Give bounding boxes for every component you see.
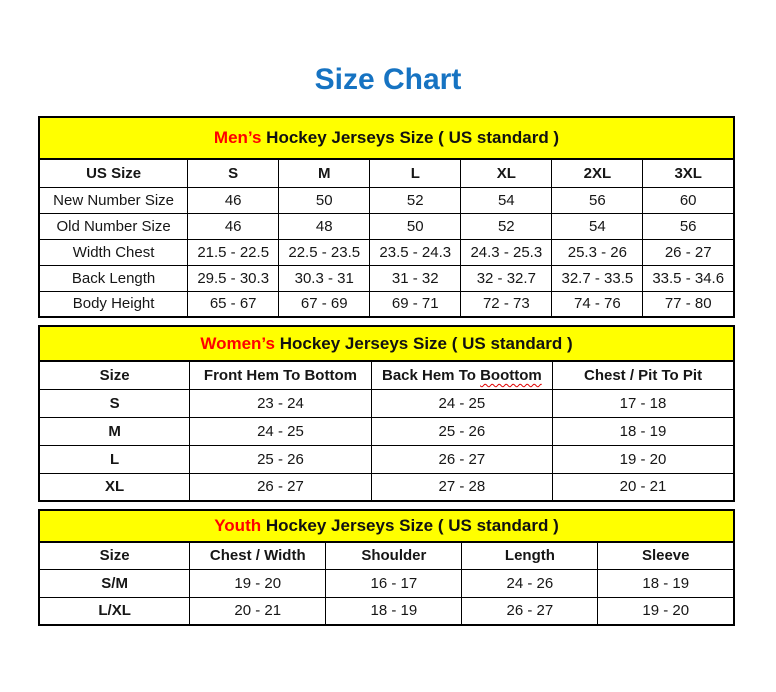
size-value-cell: 20 - 21 — [190, 597, 326, 625]
mens-title-highlight: Men’s — [213, 128, 262, 147]
table-row — [39, 597, 734, 625]
size-value-cell: 46 — [188, 187, 279, 213]
womens-size-table — [38, 360, 735, 502]
size-value-cell: 77 - 80 — [643, 291, 734, 317]
mens-size-table — [38, 158, 735, 318]
column-header: L — [370, 159, 461, 187]
column-header: Shoulder — [326, 542, 462, 569]
size-value-cell: 25 - 26 — [190, 445, 371, 473]
header-row — [39, 159, 734, 187]
column-header: Size — [39, 542, 190, 569]
row-label: L — [39, 445, 190, 473]
header-row — [39, 542, 734, 569]
size-value-cell: 65 - 67 — [188, 291, 279, 317]
size-value-cell: 24.3 - 25.3 — [461, 239, 552, 265]
row-label: L/XL — [39, 597, 190, 625]
size-value-cell: 21.5 - 22.5 — [188, 239, 279, 265]
size-value-cell: 50 — [370, 213, 461, 239]
row-label: XL — [39, 473, 190, 501]
table-row — [39, 187, 734, 213]
size-value-cell: 26 - 27 — [643, 239, 734, 265]
mens-section-header-band — [38, 116, 735, 158]
table-row — [39, 213, 734, 239]
size-value-cell: 24 - 25 — [371, 389, 552, 417]
size-value-cell: 29.5 - 30.3 — [188, 265, 279, 291]
size-value-cell: 17 - 18 — [553, 389, 734, 417]
size-value-cell: 22.5 - 23.5 — [279, 239, 370, 265]
size-value-cell: 23.5 - 24.3 — [370, 239, 461, 265]
table-row — [39, 291, 734, 317]
size-value-cell: 25 - 26 — [371, 417, 552, 445]
column-header: 3XL — [643, 159, 734, 187]
youth-section-title — [214, 516, 559, 536]
column-header: S — [188, 159, 279, 187]
table-row — [39, 417, 734, 445]
row-label: Old Number Size — [39, 213, 188, 239]
size-value-cell: 72 - 73 — [461, 291, 552, 317]
row-label: Back Length — [39, 265, 188, 291]
womens-title-rest: Hockey Jerseys Size ( US standard ) — [274, 333, 573, 353]
size-value-cell: 50 — [279, 187, 370, 213]
column-header: Length — [462, 542, 598, 569]
column-header: Chest / Pit To Pit — [553, 361, 734, 389]
table-row — [39, 445, 734, 473]
table-row — [39, 265, 734, 291]
size-value-cell: 26 - 27 — [462, 597, 598, 625]
row-label: S/M — [39, 569, 190, 597]
misspelled-word: Boottom — [480, 366, 542, 384]
size-value-cell: 20 - 21 — [553, 473, 734, 501]
youth-size-section — [38, 509, 735, 626]
size-value-cell: 69 - 71 — [370, 291, 461, 317]
size-value-cell: 52 — [370, 187, 461, 213]
size-value-cell: 24 - 25 — [190, 417, 371, 445]
youth-size-table — [38, 541, 735, 626]
column-header: Chest / Width — [190, 542, 326, 569]
row-label: New Number Size — [39, 187, 188, 213]
row-label: M — [39, 417, 190, 445]
size-value-cell: 46 — [188, 213, 279, 239]
page-title: Size Chart — [314, 63, 462, 96]
size-value-cell: 27 - 28 — [371, 473, 552, 501]
size-value-cell: 32 - 32.7 — [461, 265, 552, 291]
size-value-cell: 26 - 27 — [371, 445, 552, 473]
size-value-cell: 26 - 27 — [190, 473, 371, 501]
womens-title-highlight: Women’s — [200, 333, 275, 353]
size-value-cell: 25.3 - 26 — [552, 239, 643, 265]
size-value-cell: 74 - 76 — [552, 291, 643, 317]
size-value-cell: 54 — [552, 213, 643, 239]
row-label: Width Chest — [39, 239, 188, 265]
column-header: Sleeve — [598, 542, 734, 569]
youth-title-rest: Hockey Jerseys Size ( US standard ) — [261, 516, 559, 535]
size-value-cell: 32.7 - 33.5 — [552, 265, 643, 291]
table-row — [39, 389, 734, 417]
womens-size-section — [38, 325, 735, 502]
womens-section-header-band — [38, 325, 735, 360]
table-row — [39, 569, 734, 597]
column-header: XL — [461, 159, 552, 187]
size-value-cell: 60 — [643, 187, 734, 213]
column-header: Size — [39, 361, 190, 389]
size-value-cell: 30.3 - 31 — [279, 265, 370, 291]
column-header: M — [279, 159, 370, 187]
row-label: S — [39, 389, 190, 417]
youth-title-highlight: Youth — [214, 516, 262, 535]
size-value-cell: 31 - 32 — [370, 265, 461, 291]
column-header: 2XL — [552, 159, 643, 187]
size-value-cell: 19 - 20 — [598, 597, 734, 625]
column-header: Back Hem To Boottom — [371, 361, 552, 389]
mens-title-rest: Hockey Jerseys Size ( US standard ) — [261, 128, 560, 147]
size-value-cell: 52 — [461, 213, 552, 239]
size-value-cell: 16 - 17 — [326, 569, 462, 597]
size-value-cell: 54 — [461, 187, 552, 213]
youth-section-header-band — [38, 509, 735, 541]
mens-section-title — [214, 128, 559, 148]
size-value-cell: 18 - 19 — [326, 597, 462, 625]
mens-size-section — [38, 116, 735, 318]
header-row — [39, 361, 734, 389]
size-value-cell: 19 - 20 — [553, 445, 734, 473]
size-value-cell: 56 — [552, 187, 643, 213]
column-header: Front Hem To Bottom — [190, 361, 371, 389]
size-value-cell: 67 - 69 — [279, 291, 370, 317]
size-value-cell: 33.5 - 34.6 — [643, 265, 734, 291]
size-tables-container — [38, 116, 735, 626]
table-row — [39, 239, 734, 265]
size-value-cell: 24 - 26 — [462, 569, 598, 597]
column-header: US Size — [39, 159, 188, 187]
size-value-cell: 48 — [279, 213, 370, 239]
size-value-cell: 19 - 20 — [190, 569, 326, 597]
size-value-cell: 56 — [643, 213, 734, 239]
row-label: Body Height — [39, 291, 188, 317]
size-value-cell: 18 - 19 — [553, 417, 734, 445]
womens-section-title — [200, 334, 572, 354]
table-row — [39, 473, 734, 501]
size-value-cell: 23 - 24 — [190, 389, 371, 417]
size-value-cell: 18 - 19 — [598, 569, 734, 597]
